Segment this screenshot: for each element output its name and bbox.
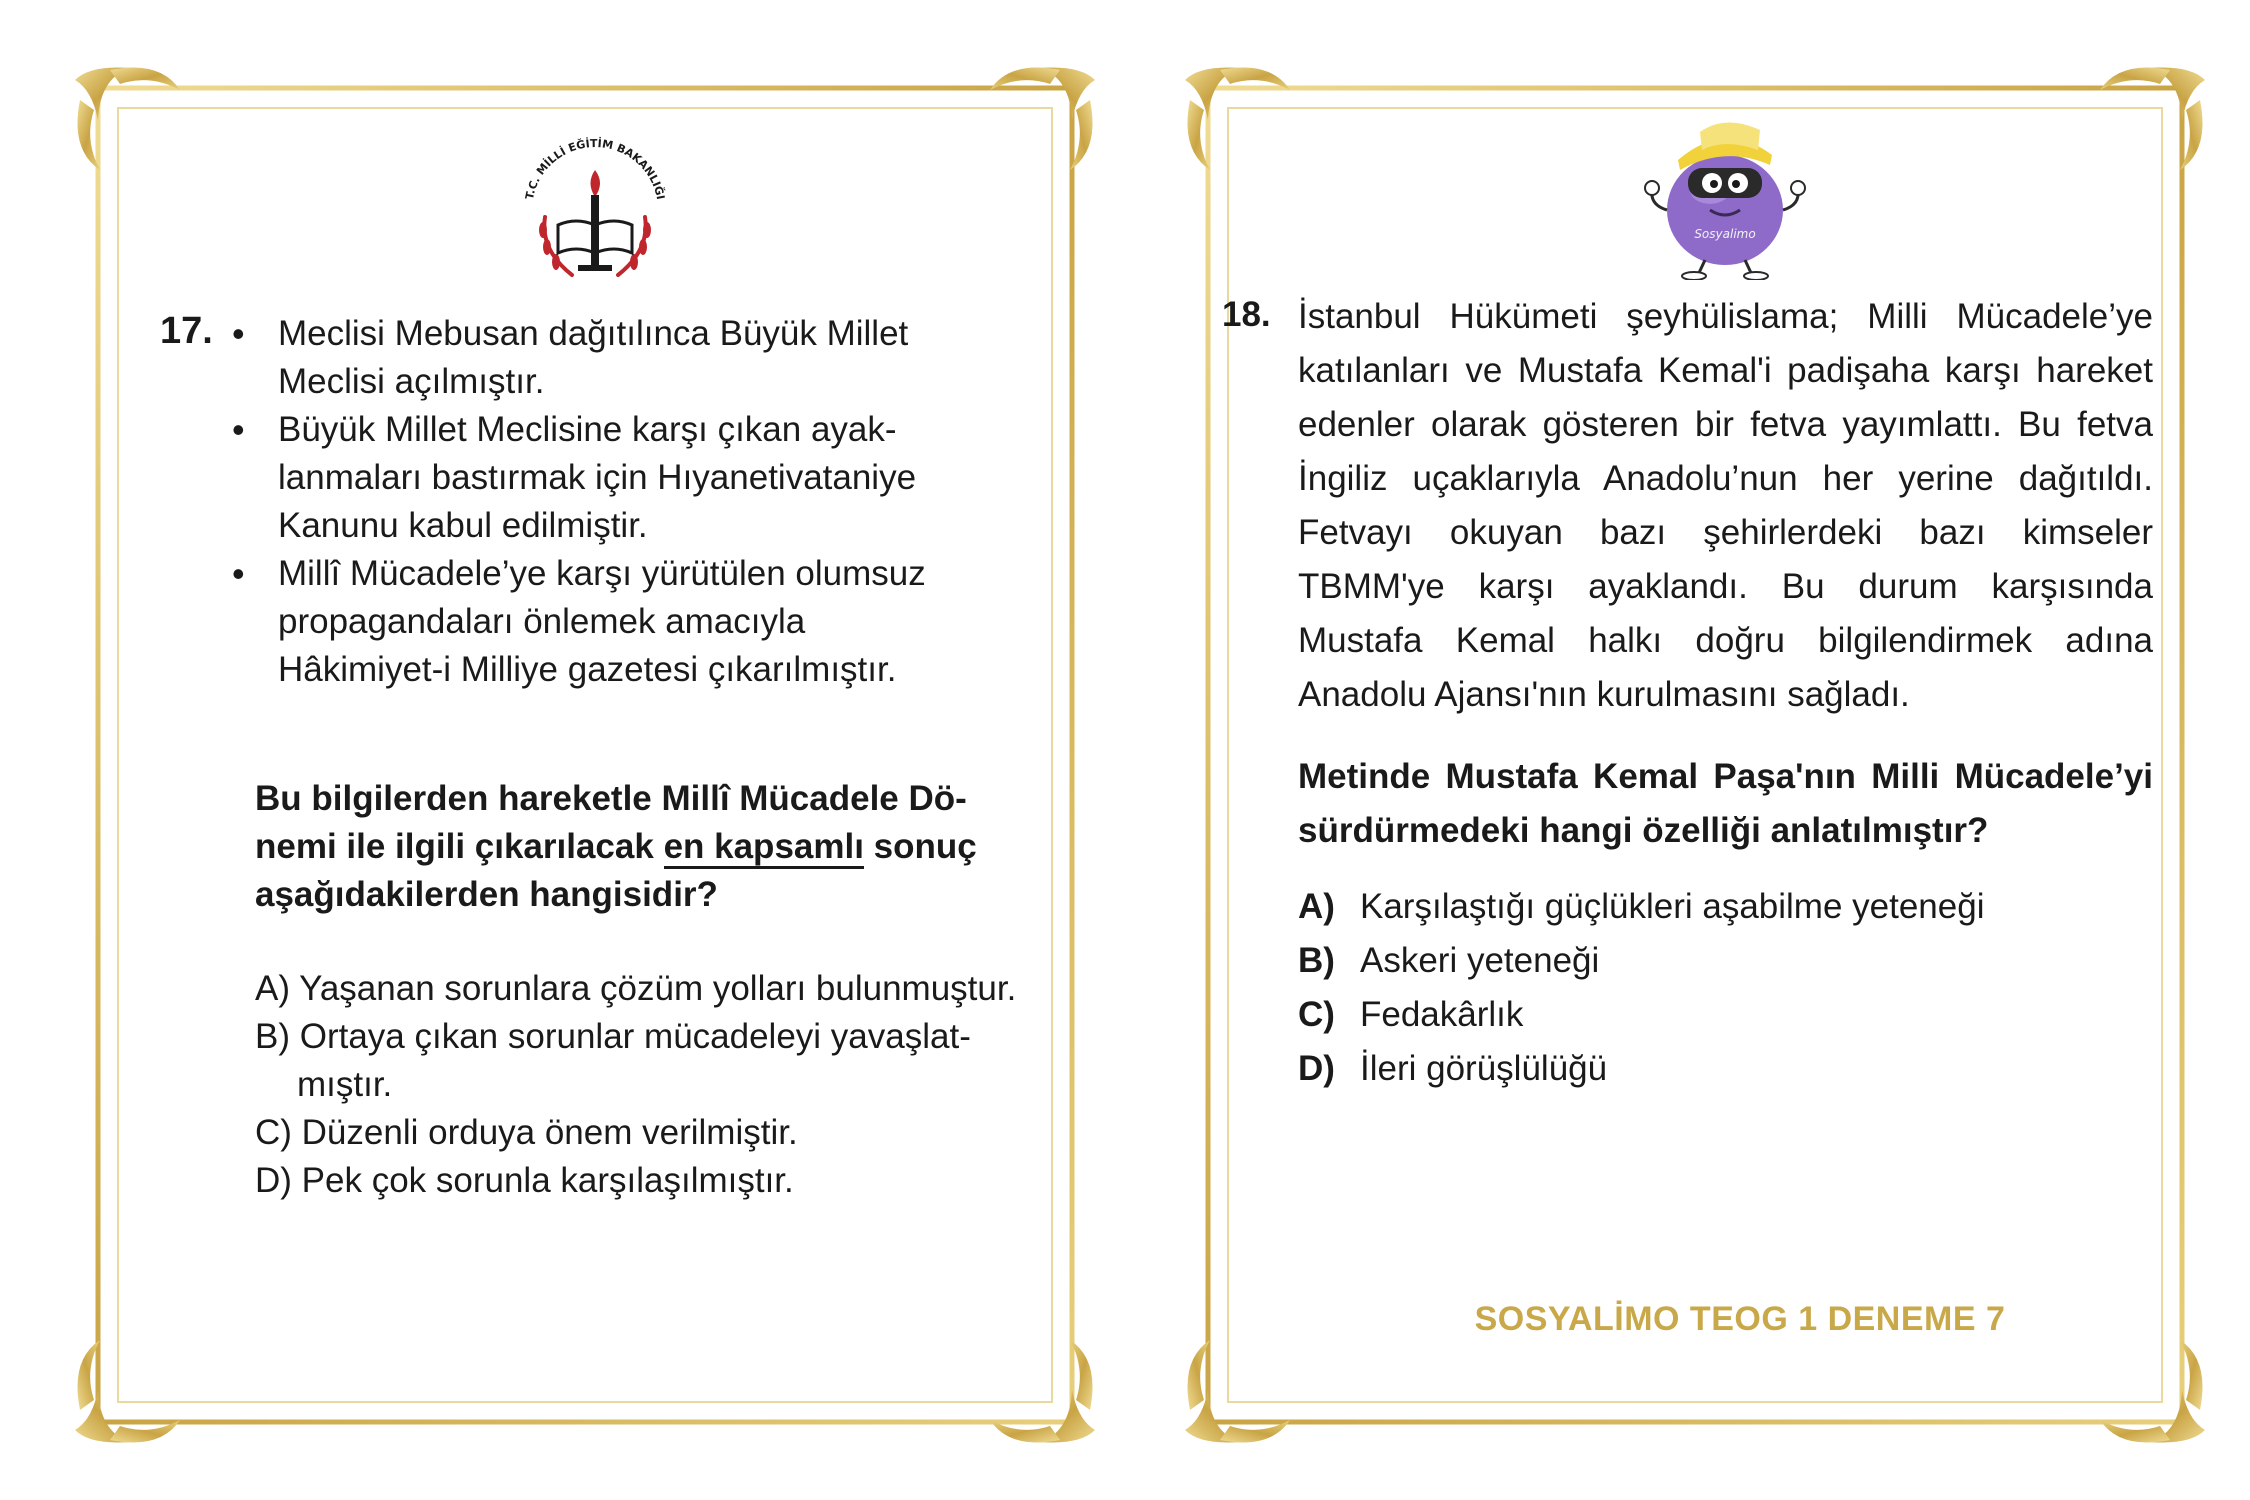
option-d[interactable]: D) Pek çok sorunla karşılaşılmıştır.: [255, 1161, 794, 1200]
list-item: • Millî Mücadele’ye karşı yürütülen olumsuz propagandaları önlemek amacıyla Hâkimiyet-i Milliye gazetesi çıkarılmıştır.: [240, 550, 980, 694]
footer-title: SOSYALİMO TEOG 1 DENEME 7: [1474, 1300, 2006, 1338]
corner-ornament-icon: [1185, 68, 1290, 171]
answer-options-18: [1298, 880, 2153, 1096]
sosyalimo-mascot-icon: [1640, 110, 1810, 280]
meb-emblem-icon: [510, 125, 680, 295]
question-stem-18: Metinde Mustafa Kemal Paşa'nın Milli Mücadele’yi sürdürmedeki hangi özelliği anlatılmıştır?: [1298, 757, 2153, 850]
question-number-17: 17.: [160, 310, 213, 352]
option-a[interactable]: A) Karşılaştığı güçlükleri aşabilme yeteneği: [1298, 887, 1985, 926]
list-item: • Büyük Millet Meclisine karşı çıkan ayaklanmaları bastırmak için Hıyanetivataniye Kanunu kabul edilmiştir.: [240, 406, 980, 550]
question-text-18: İstanbul Hükümeti şeyhülislama; Milli Mücadele’ye katılanları ve Mustafa Kemal'i padişaha karşı hareket edenler olarak gösteren bir fetva yayımlattı. Bu fetva İngiliz uçaklarıyla Anadolu’nun her yerine dağıtıldı. Fetvayı okuyan bazı şehirlerdeki bazı kimseler TBMM'ye karşı ayaklandı. Bu durum karşısında Mustafa Kemal halkı doğru bilgilendirmek adına Anadolu Ajansı'nın kurulmasını sağladı.: [1298, 297, 2153, 714]
mascot-label: Sosyalimo: [1694, 227, 1756, 241]
info-bullet-list: [240, 310, 980, 694]
option-b[interactable]: B) Ortaya çıkan sorunlar mücadeleyi yavaşlatmıştır.: [255, 1017, 971, 1104]
corner-ornament-icon: [75, 68, 180, 171]
emblem-text: T.C. MİLLİ EĞİTİM BAKANLIĞI: [522, 136, 668, 201]
question-number-18: 18.: [1222, 295, 1271, 334]
option-d[interactable]: D) İleri görüşlülüğü: [1298, 1049, 1608, 1088]
option-c[interactable]: C) Düzenli orduya önem verilmiştir.: [255, 1113, 798, 1152]
underlined-phrase: en kapsamlı: [664, 827, 864, 869]
option-b[interactable]: B) Askeri yeteneği: [1298, 941, 1600, 980]
answer-options-17: [255, 965, 1025, 1205]
question-card-18: [1180, 60, 2210, 1450]
question-stem-17: Bu bilgilerden hareketle Millî Mücadele Dönemi ile ilgili çıkarılacak en kapsamlı sonuç aşağıdakilerden hangisidir?: [255, 779, 977, 914]
option-c[interactable]: C) Fedakârlık: [1298, 995, 1524, 1034]
list-item: • Meclisi Mebusan dağıtılınca Büyük Millet Meclisi açılmıştır.: [240, 310, 980, 406]
option-a[interactable]: A) Yaşanan sorunlara çözüm yolları bulunmuştur.: [255, 969, 1017, 1008]
question-card-17: [70, 60, 1100, 1450]
